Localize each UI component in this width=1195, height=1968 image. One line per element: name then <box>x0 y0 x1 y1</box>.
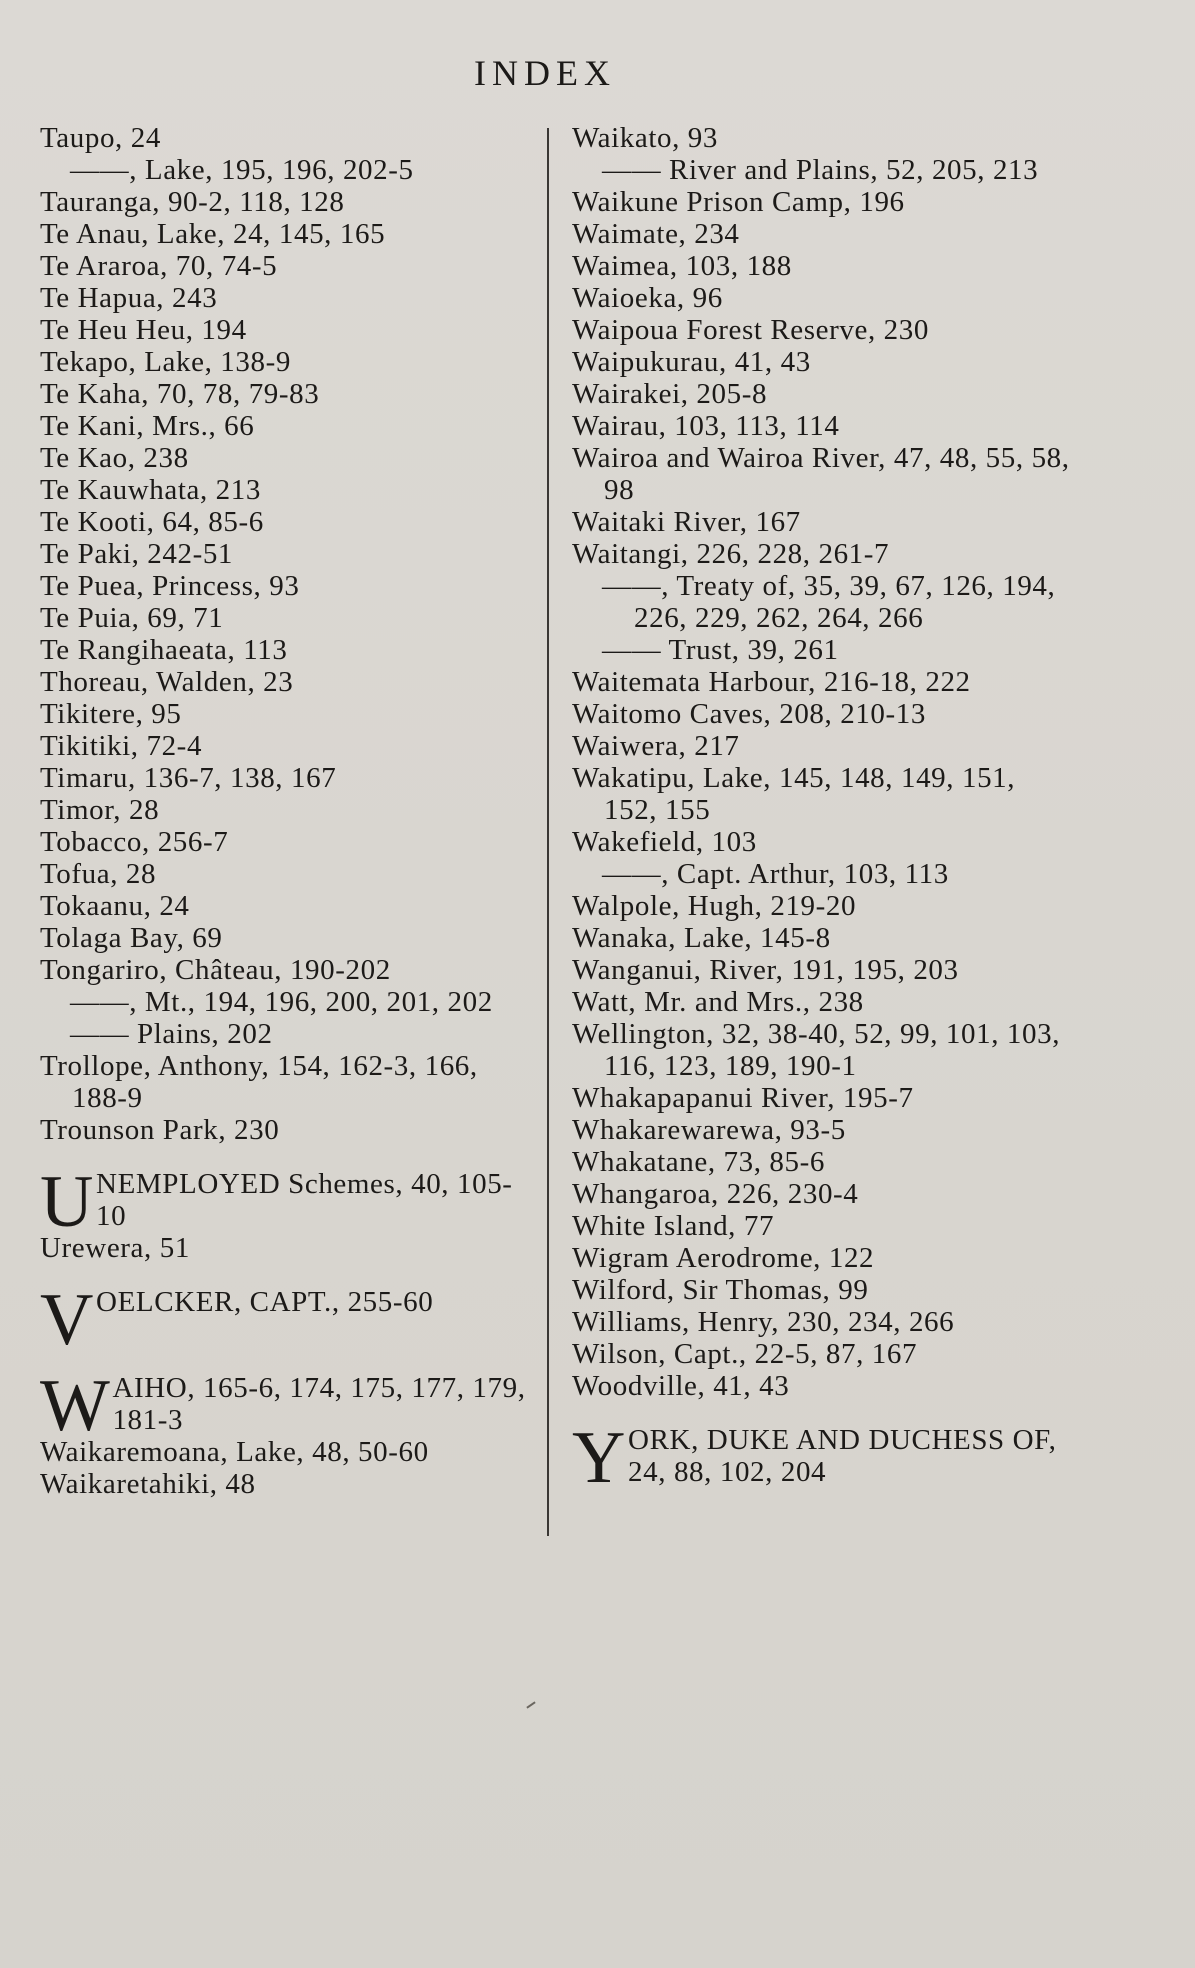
index-entry: Wilson, Capt., 22-5, 87, 167 <box>572 1338 918 1370</box>
index-entry: Tongariro, Château, 190-202 <box>40 954 391 986</box>
index-entry: Te Paki, 242-51 <box>40 538 234 570</box>
index-subentry: —— Trust, 39, 261 <box>602 634 839 666</box>
page-title: INDEX <box>474 53 616 93</box>
index-entry: Waipoua Forest Reserve, 230 <box>572 314 929 346</box>
index-entry-dropcap <box>40 1286 530 1350</box>
index-entry-text: ORK, DUKE AND DUCHESS OF, 24, 88, 102, 204 <box>628 1424 1057 1488</box>
index-entry: Williams, Henry, 230, 234, 266 <box>572 1306 955 1338</box>
index-entry: Te Kaha, 70, 78, 79-83 <box>40 378 320 410</box>
index-entry: Te Hapua, 243 <box>40 282 218 314</box>
index-entry: Whakatane, 73, 85-6 <box>572 1146 825 1178</box>
index-entry: Waikato, 93 <box>572 122 719 154</box>
index-entry: Waiwera, 217 <box>572 730 740 762</box>
section-gap <box>40 1264 530 1286</box>
index-entry: Taupo, 24 <box>40 122 161 154</box>
index-entry: Te Kauwhata, 213 <box>40 474 261 506</box>
index-entry: Waipukurau, 41, 43 <box>572 346 811 378</box>
index-entry: Te Puia, 69, 71 <box>40 602 224 634</box>
index-entry: Waitemata Harbour, 216-18, 222 <box>572 666 971 698</box>
index-column-left <box>40 122 530 1500</box>
index-entry: Wanganui, River, 191, 195, 203 <box>572 954 959 986</box>
index-entry: Waikaremoana, Lake, 48, 50-60 <box>40 1436 429 1468</box>
index-entry: Waimate, 234 <box>572 218 740 250</box>
index-entry-text: OELCKER, CAPT., 255-60 <box>96 1286 434 1318</box>
drop-cap-letter: Y <box>572 1424 627 1488</box>
index-entry: Timaru, 136-7, 138, 167 <box>40 762 337 794</box>
index-entry: Walpole, Hugh, 219-20 <box>572 890 857 922</box>
index-entry: Te Kani, Mrs., 66 <box>40 410 255 442</box>
index-entry: Tofua, 28 <box>40 858 157 890</box>
index-subentry: ——, Mt., 194, 196, 200, 201, 202 <box>70 986 493 1018</box>
index-entry: Wairoa and Wairoa River, 47, 48, 55, 58, 98 <box>572 442 1070 506</box>
index-entry: Te Heu Heu, 194 <box>40 314 247 346</box>
index-entry: White Island, 77 <box>572 1210 775 1242</box>
index-entry: Tokaanu, 24 <box>40 890 190 922</box>
index-entry: Te Kao, 238 <box>40 442 189 474</box>
index-entry: Waikaretahiki, 48 <box>40 1468 256 1500</box>
index-entry: Te Araroa, 70, 74-5 <box>40 250 278 282</box>
index-entry: Te Kooti, 64, 85-6 <box>40 506 264 538</box>
index-entry: Tikitiki, 72-4 <box>40 730 203 762</box>
index-entry: Whakarewarewa, 93-5 <box>572 1114 846 1146</box>
index-entry: Urewera, 51 <box>40 1232 190 1264</box>
index-entry: Waimea, 103, 188 <box>572 250 792 282</box>
index-entry-dropcap <box>572 1424 1072 1488</box>
index-entry: Wairakei, 205-8 <box>572 378 768 410</box>
index-entry: Tolaga Bay, 69 <box>40 922 223 954</box>
drop-cap-letter: V <box>40 1286 95 1350</box>
section-gap <box>40 1146 530 1168</box>
index-entry: Tauranga, 90-2, 118, 128 <box>40 186 345 218</box>
index-entry: Te Anau, Lake, 24, 145, 165 <box>40 218 386 250</box>
index-entry: Wairau, 103, 113, 114 <box>572 410 840 442</box>
index-entry: Waikune Prison Camp, 196 <box>572 186 905 218</box>
index-entry: Waitangi, 226, 228, 261-7 <box>572 538 890 570</box>
index-entry: Timor, 28 <box>40 794 160 826</box>
index-subentry: —— River and Plains, 52, 205, 213 <box>602 154 1039 186</box>
index-subentry: —— Plains, 202 <box>70 1018 273 1050</box>
index-entry: Wilford, Sir Thomas, 99 <box>572 1274 869 1306</box>
index-entry: Wigram Aerodrome, 122 <box>572 1242 875 1274</box>
index-entry: Waioeka, 96 <box>572 282 723 314</box>
index-entry: Wanaka, Lake, 145-8 <box>572 922 831 954</box>
index-subentry: ——, Lake, 195, 196, 202-5 <box>70 154 414 186</box>
index-subentry: ——, Treaty of, 35, 39, 67, 126, 194, 226, 229, 262, 264, 266 <box>602 570 1056 634</box>
index-entry: Watt, Mr. and Mrs., 238 <box>572 986 864 1018</box>
index-entry: Waitomo Caves, 208, 210-13 <box>572 698 926 730</box>
column-divider <box>547 128 549 1536</box>
index-entry: Woodville, 41, 43 <box>572 1370 790 1402</box>
index-entry: Waitaki River, 167 <box>572 506 801 538</box>
index-column-right <box>572 122 1072 1488</box>
index-entry-dropcap <box>40 1168 530 1232</box>
index-entry-text: AIHO, 165-6, 174, 175, 177, 179, 181-3 <box>112 1372 526 1436</box>
index-entry: Thoreau, Walden, 23 <box>40 666 294 698</box>
index-entry-text: NEMPLOYED Schemes, 40, 105-10 <box>96 1168 513 1232</box>
index-entry: Te Rangihaeata, 113 <box>40 634 288 666</box>
index-entry: Wellington, 32, 38-40, 52, 99, 101, 103, 116, 123, 189, 190-1 <box>572 1018 1061 1082</box>
index-entry-dropcap <box>40 1372 530 1436</box>
index-entry: Wakatipu, Lake, 145, 148, 149, 151, 152, 155 <box>572 762 1016 826</box>
index-entry: Tobacco, 256-7 <box>40 826 229 858</box>
page-speck <box>526 1701 535 1708</box>
drop-cap-letter: U <box>40 1168 95 1232</box>
index-entry: Whakapapanui River, 195-7 <box>572 1082 914 1114</box>
section-gap <box>40 1350 530 1372</box>
drop-cap-letter: W <box>40 1372 111 1436</box>
index-entry: Tekapo, Lake, 138-9 <box>40 346 291 378</box>
index-entry: Tikitere, 95 <box>40 698 182 730</box>
index-entry: Trounson Park, 230 <box>40 1114 280 1146</box>
index-subentry: ——, Capt. Arthur, 103, 113 <box>602 858 949 890</box>
index-entry: Te Puea, Princess, 93 <box>40 570 300 602</box>
index-entry: Whangaroa, 226, 230-4 <box>572 1178 859 1210</box>
section-gap <box>572 1402 1072 1424</box>
index-entry: Trollope, Anthony, 154, 162-3, 166, 188-9 <box>40 1050 478 1114</box>
index-entry: Wakefield, 103 <box>572 826 757 858</box>
